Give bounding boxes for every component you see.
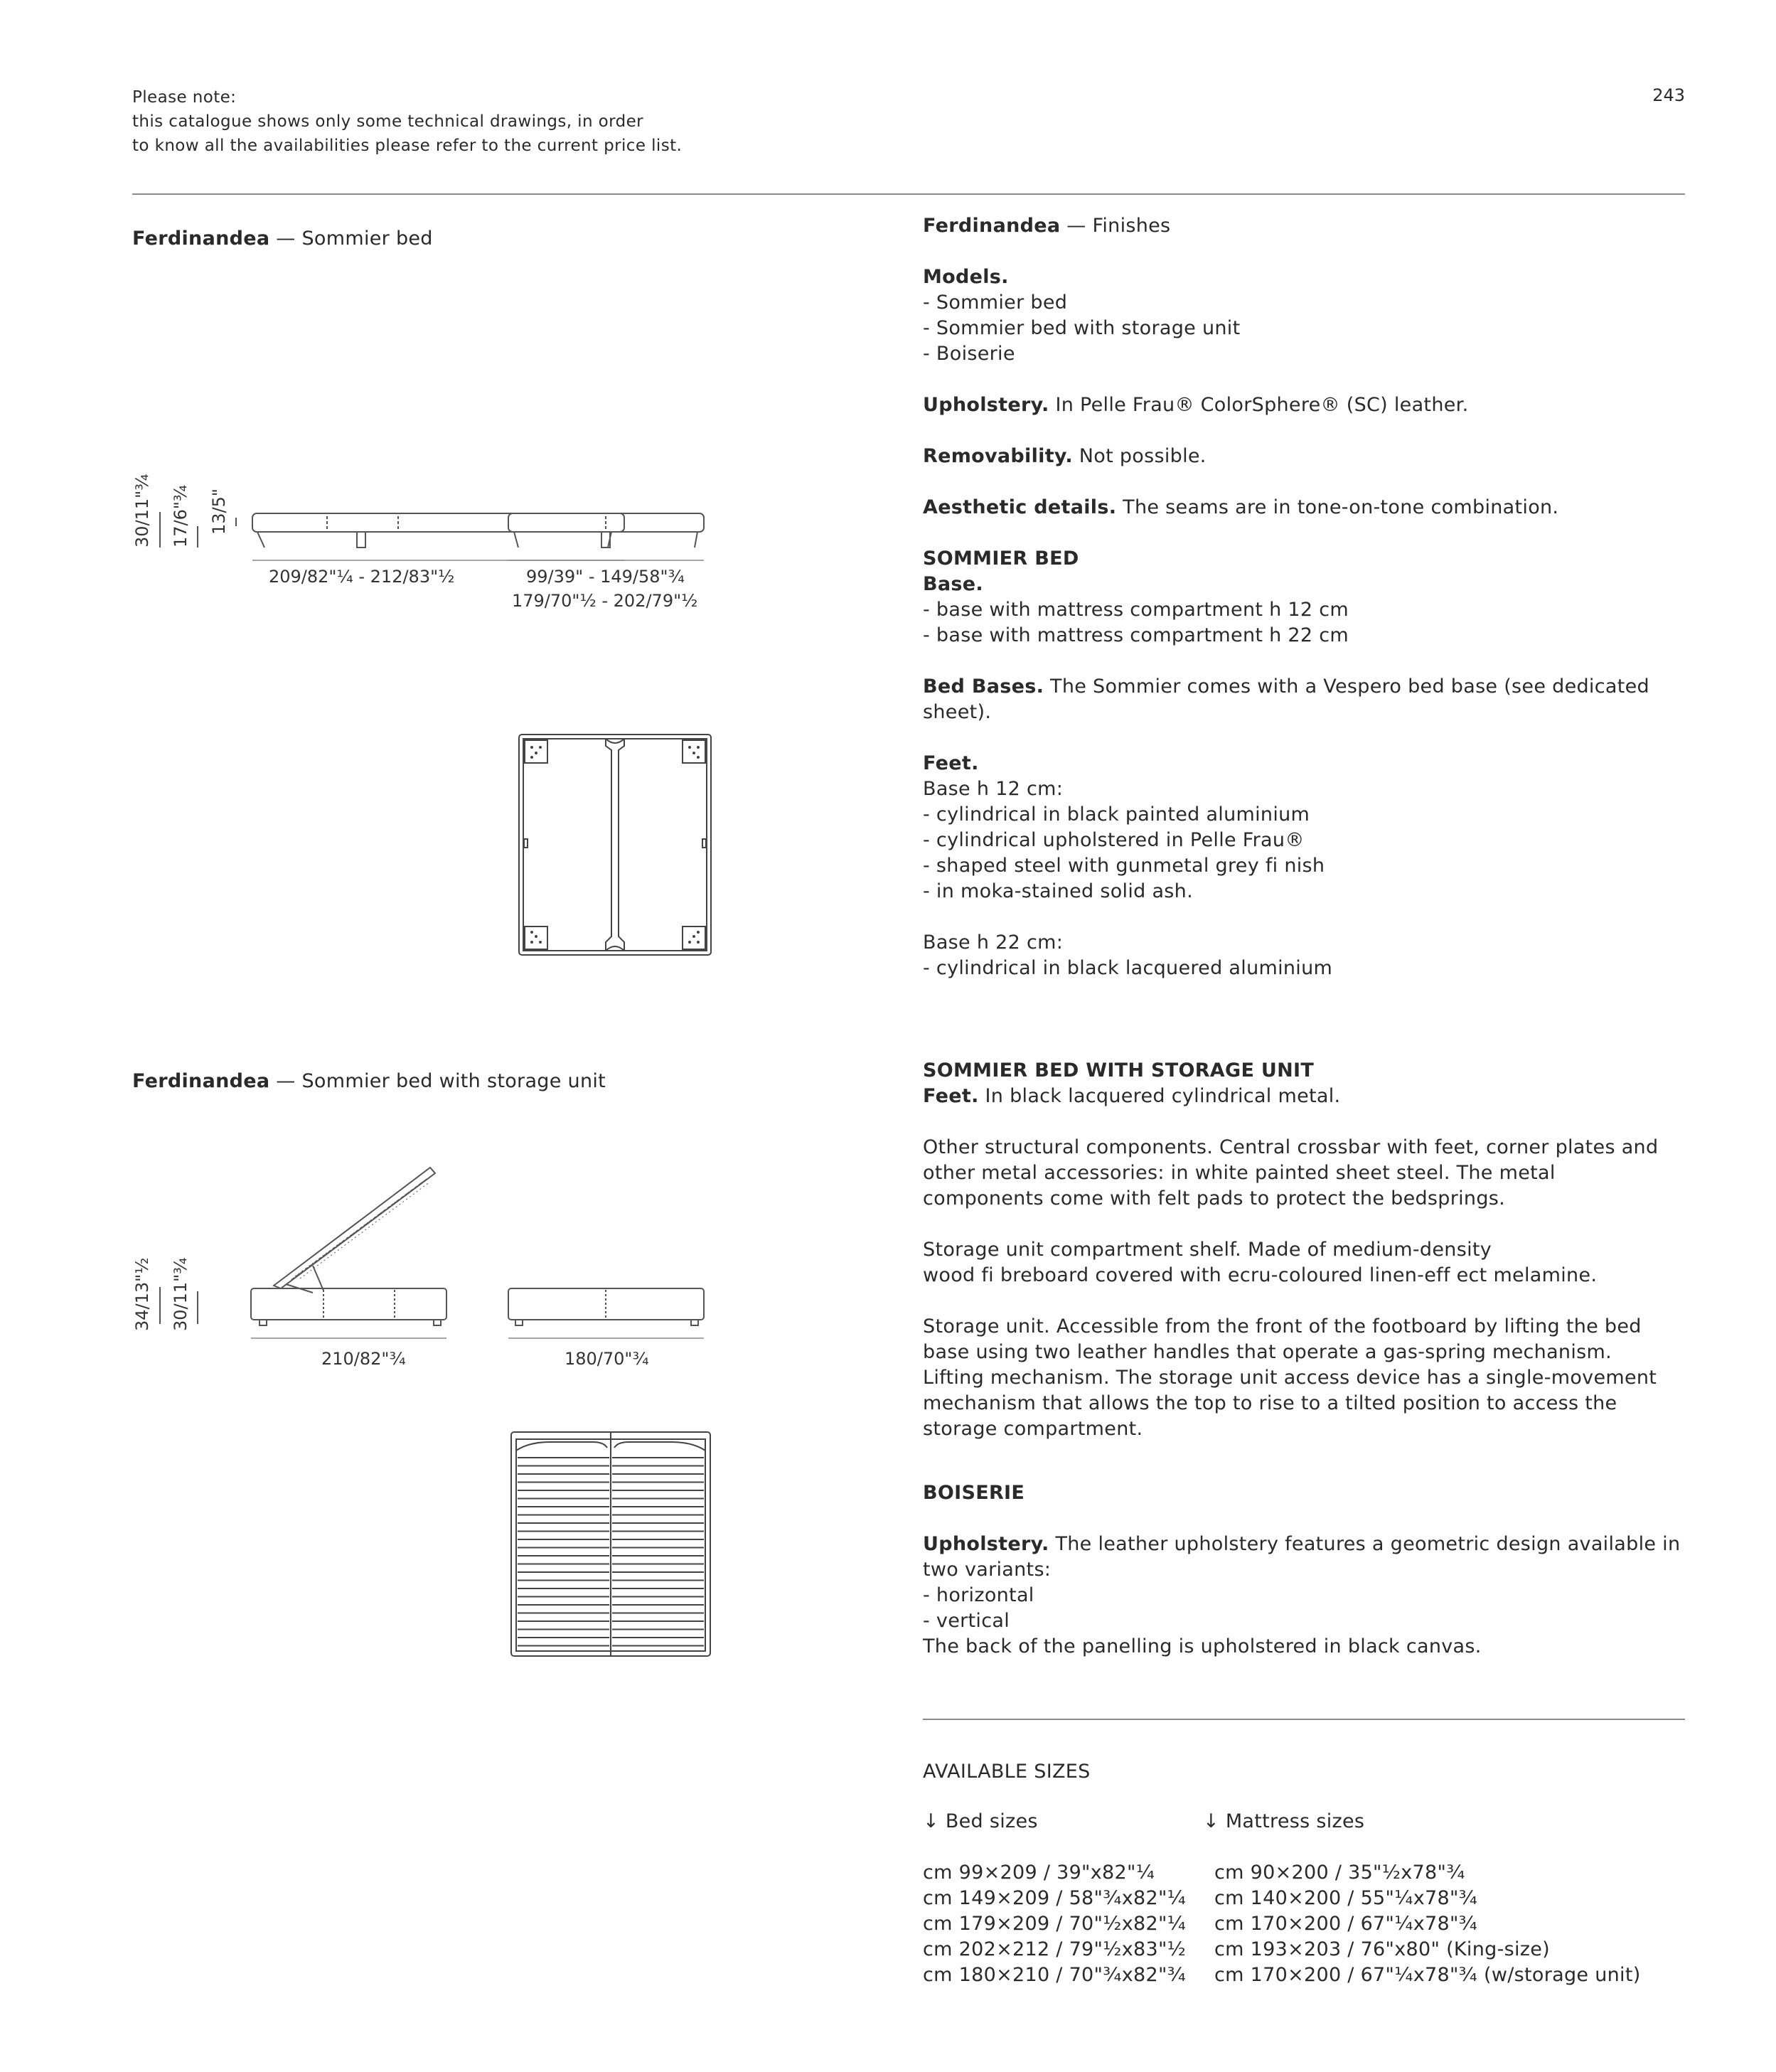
storage-heading: SOMMIER BED WITH STORAGE UNIT bbox=[923, 1059, 1315, 1082]
height-dim-2: 17/6"¾ bbox=[171, 484, 191, 548]
storage-feet-label: Feet. bbox=[923, 1085, 979, 1107]
list-item: cm 170×200 / 67"¼x78"¾ (w/storage unit) bbox=[1214, 1964, 1641, 1986]
storage-line: mechanism that allows the top to rise to a tilted position to access the bbox=[923, 1392, 1617, 1414]
bed-bases-block bbox=[923, 674, 1698, 725]
feet-label: Feet. bbox=[923, 752, 979, 774]
structural-line: Other structural components. Central crossbar with feet, corner plates and bbox=[923, 1136, 1659, 1158]
base-item: - base with mattress compartment h 12 cm bbox=[923, 599, 1349, 621]
boiserie-line: two variants: bbox=[923, 1559, 1052, 1581]
bed-sizes-label: Bed sizes bbox=[945, 1810, 1038, 1832]
storage-width-dim: 180/70"¾ bbox=[565, 1349, 649, 1369]
storage-bed-elevation-drawing bbox=[149, 1159, 725, 1358]
finishes-column bbox=[923, 213, 1698, 1685]
available-sizes-heading: AVAILABLE SIZES bbox=[923, 1761, 1091, 1783]
removability-label: Removability. bbox=[923, 445, 1073, 467]
mattress-sizes-header bbox=[1203, 1809, 1364, 1835]
feet-item: - cylindrical upholstered in Pelle Frau® bbox=[923, 829, 1305, 851]
feet-item: - cylindrical in black painted aluminium bbox=[923, 803, 1310, 826]
height-dim-1: 30/11"¾ bbox=[132, 474, 152, 548]
note-line: Please note: bbox=[132, 88, 237, 107]
sommier-bed-title bbox=[132, 228, 433, 250]
list-item: cm 149×209 / 58"¾x82"¼ bbox=[923, 1887, 1187, 1909]
boiserie-block bbox=[923, 1532, 1698, 1660]
sommier-bed-plan-drawing bbox=[512, 729, 718, 960]
boiserie-line: - horizontal bbox=[923, 1584, 1034, 1606]
product-name: Sommier bed bbox=[301, 228, 433, 250]
storage-line: base using two leather handles that operate a gas-spring mechanism. bbox=[923, 1341, 1612, 1363]
aesthetic-label: Aesthetic details. bbox=[923, 496, 1117, 518]
bed-sizes-header bbox=[923, 1809, 1038, 1835]
width-dim-2: 179/70"½ - 202/79"½ bbox=[512, 591, 698, 611]
catalogue-note bbox=[132, 85, 682, 158]
storage-line: storage compartment. bbox=[923, 1418, 1143, 1440]
storage-line: Storage unit. Accessible from the front of the footboard by lifting the bed bbox=[923, 1315, 1642, 1337]
shelf-line: Storage unit compartment shelf. Made of medium-density bbox=[923, 1239, 1492, 1261]
storage-line: Lifting mechanism. The storage unit access device has a single-movement bbox=[923, 1367, 1657, 1389]
shelf-line: wood fi breboard covered with ecru-coloured linen-eff ect melamine. bbox=[923, 1264, 1598, 1286]
feet-item: - in moka-stained solid ash. bbox=[923, 880, 1193, 902]
boiserie-heading: BOISERIE bbox=[923, 1482, 1025, 1504]
mattress-sizes-label: Mattress sizes bbox=[1225, 1810, 1365, 1832]
bed-bases-text: sheet). bbox=[923, 701, 992, 723]
list-item: cm 193×203 / 76"x80" (King-size) bbox=[1214, 1938, 1551, 1960]
sizes-divider bbox=[923, 1719, 1685, 1720]
header-divider bbox=[132, 193, 1685, 195]
structural-line: components come with felt pads to protect the bedsprings. bbox=[923, 1187, 1506, 1209]
compartment-shelf-block bbox=[923, 1237, 1698, 1288]
removability-text: Not possible. bbox=[1072, 445, 1207, 467]
storage-height-dim-2: 30/11"¾ bbox=[171, 1257, 191, 1331]
brand-name: Ferdinandea bbox=[132, 1070, 270, 1092]
feet-block bbox=[923, 751, 1698, 904]
width-dim-1: 99/39" - 149/58"¾ bbox=[526, 567, 685, 587]
structural-line: other metal accessories: in white painted sheet steel. The metal bbox=[923, 1162, 1556, 1184]
sommier-heading: SOMMIER BED bbox=[923, 548, 1079, 570]
bed-sizes-list bbox=[923, 1860, 1186, 1988]
finishes-label: Finishes bbox=[1092, 215, 1171, 237]
storage-feet-text: In black lacquered cylindrical metal. bbox=[978, 1085, 1341, 1107]
models-block bbox=[923, 265, 1698, 367]
feet-item: - shaped steel with gunmetal grey fi nish bbox=[923, 855, 1325, 877]
title-dash: — bbox=[276, 228, 296, 250]
arrow-down-icon: ↓ bbox=[923, 1810, 939, 1832]
aesthetic-text: The seams are in tone-on-tone combination. bbox=[1116, 496, 1559, 518]
product-name: Sommier bed with storage unit bbox=[301, 1070, 606, 1092]
list-item: cm 202×212 / 79"½x83"½ bbox=[923, 1938, 1187, 1960]
bed-bases-text: The Sommier comes with a Vespero bed base (see dedicated bbox=[1044, 675, 1649, 698]
title-dash: — bbox=[276, 1070, 296, 1092]
note-line: to know all the availabilities please refer to the current price list. bbox=[132, 137, 683, 155]
base-item: - base with mattress compartment h 22 cm bbox=[923, 624, 1349, 646]
height-dim-3: 13/5" bbox=[209, 488, 229, 535]
aesthetic-block bbox=[923, 495, 1698, 520]
page-number: 243 bbox=[1652, 85, 1685, 105]
boiserie-line: The back of the panelling is upholstered in black canvas. bbox=[923, 1635, 1482, 1657]
boiserie-heading-block bbox=[923, 1480, 1698, 1506]
brand-name: Ferdinandea bbox=[923, 215, 1061, 237]
note-line: this catalogue shows only some technical drawings, in order bbox=[132, 112, 643, 131]
storage-unit-block bbox=[923, 1058, 1698, 1109]
storage-mechanism-block bbox=[923, 1314, 1698, 1442]
mattress-sizes-list bbox=[1214, 1860, 1641, 1988]
boiserie-upholstery-text: The leather upholstery features a geometric design available in bbox=[1049, 1533, 1681, 1555]
list-item: cm 179×209 / 70"½x82"¼ bbox=[923, 1913, 1187, 1935]
list-item: cm 90×200 / 35"½x78"¾ bbox=[1214, 1862, 1465, 1884]
storage-height-dim-1: 34/13"½ bbox=[132, 1257, 152, 1331]
list-item: cm 180×210 / 70"¾x82"¾ bbox=[923, 1964, 1187, 1986]
boiserie-upholstery-label: Upholstery. bbox=[923, 1533, 1049, 1555]
upholstery-text: In Pelle Frau® ColorSphere® (SC) leather. bbox=[1049, 394, 1469, 416]
list-item: cm 170×200 / 67"¼x78"¾ bbox=[1214, 1913, 1478, 1935]
removability-block bbox=[923, 444, 1698, 469]
title-dash: — bbox=[1066, 215, 1086, 237]
feet-22-block bbox=[923, 930, 1698, 981]
sommier-bed-block bbox=[923, 546, 1698, 648]
model-item: - Sommier bed with storage unit bbox=[923, 317, 1241, 339]
model-item: - Sommier bed bbox=[923, 292, 1068, 314]
feet-subtitle: Base h 22 cm: bbox=[923, 931, 1064, 954]
other-structural-block bbox=[923, 1135, 1698, 1212]
length-dim: 209/82"¼ - 212/83"½ bbox=[269, 567, 455, 587]
storage-bed-title bbox=[132, 1070, 606, 1092]
finishes-title bbox=[923, 213, 1698, 239]
boiserie-line: - vertical bbox=[923, 1610, 1010, 1632]
model-item: - Boiserie bbox=[923, 343, 1015, 365]
upholstery-label: Upholstery. bbox=[923, 394, 1049, 416]
brand-name: Ferdinandea bbox=[132, 228, 270, 250]
list-item: cm 99×209 / 39"x82"¼ bbox=[923, 1862, 1155, 1884]
bed-bases-label: Bed Bases. bbox=[923, 675, 1044, 698]
list-item: cm 140×200 / 55"¼x78"¾ bbox=[1214, 1887, 1478, 1909]
storage-length-dim: 210/82"¾ bbox=[321, 1349, 406, 1369]
storage-bed-plan-drawing bbox=[508, 1429, 714, 1660]
feet-subtitle: Base h 12 cm: bbox=[923, 778, 1064, 800]
feet-item: - cylindrical in black lacquered aluminium bbox=[923, 957, 1333, 979]
arrow-down-icon: ↓ bbox=[1203, 1810, 1219, 1832]
models-label: Models. bbox=[923, 266, 1009, 288]
base-label: Base. bbox=[923, 573, 983, 595]
upholstery-block bbox=[923, 392, 1698, 418]
